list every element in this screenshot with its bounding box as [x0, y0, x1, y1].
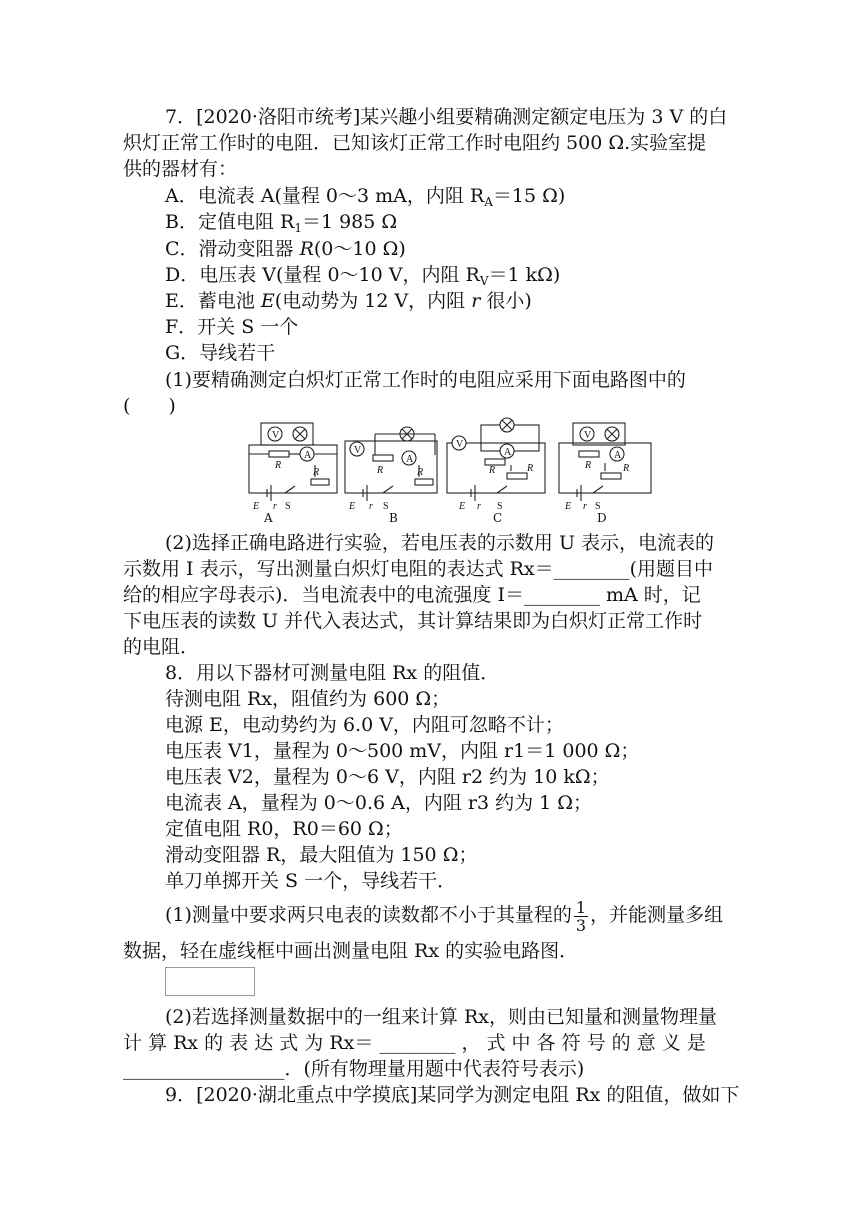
svg-text:R: R	[275, 460, 282, 471]
q7-option-f: F．开关 S 一个	[165, 316, 299, 338]
q7-option-e: E．蓄电池 E(电动势为 12 V，内阻 r 很小)	[165, 290, 532, 312]
q7-part2-line-5: 的电阻．	[123, 636, 200, 658]
fraction-one-third: $\frac{1}{3}$	[575, 897, 587, 935]
q8-part1-line-1: (1)测量中要求两只电表的读数都不小于其量程的 $\frac{1}{3}$ ，并能测量多组	[165, 897, 724, 935]
circuit-label-b: B	[389, 511, 398, 525]
svg-text:r: r	[273, 501, 277, 512]
q8-item-1: 待测电阻 Rx，阻值约为 600 Ω；	[165, 688, 451, 710]
q8-item-8: 单刀单掷开关 S 一个，导线若干．	[165, 870, 457, 892]
svg-text:A: A	[406, 454, 414, 465]
q7-option-c: C．滑动变阻器 R(0～10 Ω)	[165, 238, 406, 260]
svg-text:S: S	[497, 501, 503, 512]
q7-option-g: G．导线若干	[165, 342, 276, 364]
svg-text:r: r	[583, 501, 587, 512]
q7-line-2: 炽灯正常工作时的电阻．已知该灯正常工作时电阻约 500 Ω.实验室提	[123, 132, 707, 154]
q8-item-7: 滑动变阻器 R，最大阻值为 150 Ω；	[165, 844, 478, 866]
q8-item-3: 电压表 V1，量程为 0～500 mV，内阻 r1＝1 000 Ω；	[165, 740, 640, 762]
q8-line-1: 8．用以下器材可测量电阻 Rx 的阻值．	[165, 662, 500, 684]
q7-part2-line-2: 示数用 I 表示，写出测量白炽灯电阻的表达式 Rx＝________(用题目中	[123, 558, 714, 580]
q8-part2-line-3: _________________．(所有物理量用题中代表符号表示)	[123, 1058, 585, 1080]
q8-part1-line-2: 数据，轻在虚线框中画出测量电阻 Rx 的实验电路图．	[123, 940, 579, 962]
svg-text:A: A	[614, 450, 622, 461]
svg-text:E: E	[565, 501, 572, 512]
q7-line-3: 供的器材有：	[123, 158, 238, 180]
q8-item-2: 电源 E，电动势约为 6.0 V，内阻可忽略不计；	[165, 714, 564, 736]
q8-part2-line-1: (2)若选择测量数据中的一组来计算 Rx，则由已知量和测量物理量	[165, 1006, 717, 1028]
q9-line-1: 9．[2020·湖北重点中学摸底]某同学为测定电阻 Rx 的阻值，做如下	[165, 1084, 740, 1106]
circuit-drawing-box[interactable]	[165, 967, 255, 996]
svg-text:r: r	[477, 501, 481, 512]
svg-text:V: V	[584, 430, 592, 441]
q8-item-4: 电压表 V2，量程为 0～6 V，内阻 r2 约为 10 kΩ；	[165, 766, 610, 788]
svg-text:S: S	[383, 501, 389, 512]
svg-text:r: r	[369, 501, 373, 512]
q7-part2-line-3: 给的相应字母表示)．当电流表中的电流强度 I＝________ mA 时，记	[123, 584, 701, 606]
q7-line-1: 7．[2020·洛阳市统考]某兴趣小组要精确测定额定电压为 3 V 的白	[165, 106, 728, 128]
circuit-c	[447, 418, 545, 501]
q8-part2-line-2: 计 算 Rx 的 表 达 式 为 Rx＝ ________ ， 式 中 各 符 号 的 意 义 是	[123, 1032, 706, 1054]
q8-item-5: 电流表 A，量程为 0～0.6 A，内阻 r3 约为 1 Ω；	[165, 792, 593, 814]
q7-part2-line-1: (2)选择正确电路进行实验，若电压表的示数用 U 表示，电流表的	[165, 532, 715, 554]
svg-text:V: V	[272, 430, 280, 441]
circuit-diagrams-figure	[245, 413, 655, 523]
circuit-label-a: A	[264, 511, 273, 525]
q7-part1-line-2: ( )	[123, 395, 176, 417]
circuit-label-c: C	[493, 511, 503, 525]
svg-text:A: A	[304, 450, 312, 461]
svg-text:S: S	[285, 501, 291, 512]
q7-part2-line-4: 下电压表的读数 U 并代入表达式，其计算结果即为白炽灯正常工作时	[123, 610, 703, 632]
svg-text:E: E	[459, 501, 466, 512]
q7-option-d: D．电压表 V(量程 0～10 V，内阻 $R_V=1$ kΩ)	[165, 264, 561, 288]
svg-text:R: R	[585, 460, 592, 471]
svg-text:R: R	[623, 463, 630, 474]
svg-text:R: R	[489, 465, 496, 476]
svg-text:V: V	[456, 439, 464, 450]
svg-text:S: S	[595, 501, 601, 512]
svg-text:R: R	[377, 465, 384, 476]
svg-text:E: E	[349, 501, 356, 512]
circuit-a	[249, 423, 337, 501]
svg-text:V: V	[354, 445, 362, 456]
q7-part1-line-1: (1)要精确测定白炽灯正常工作时的电阻应采用下面电路图中的	[165, 369, 686, 391]
circuit-b	[345, 427, 437, 501]
svg-text:R: R	[527, 463, 534, 474]
q7-option-b: B．定值电阻 $R_1=1$ 985 Ω	[165, 211, 398, 235]
svg-text:R: R	[417, 467, 424, 478]
q7-option-a: A．电流表 A(量程 0～3 mA，内阻 $R_A=15$ Ω)	[165, 185, 566, 209]
q8-item-6: 定值电阻 R0，R0＝60 Ω；	[165, 818, 403, 840]
svg-text:R: R	[313, 467, 320, 478]
svg-text:A: A	[504, 447, 512, 458]
svg-text:E: E	[253, 501, 260, 512]
circuit-label-d: D	[597, 511, 607, 525]
circuit-d	[559, 423, 651, 501]
